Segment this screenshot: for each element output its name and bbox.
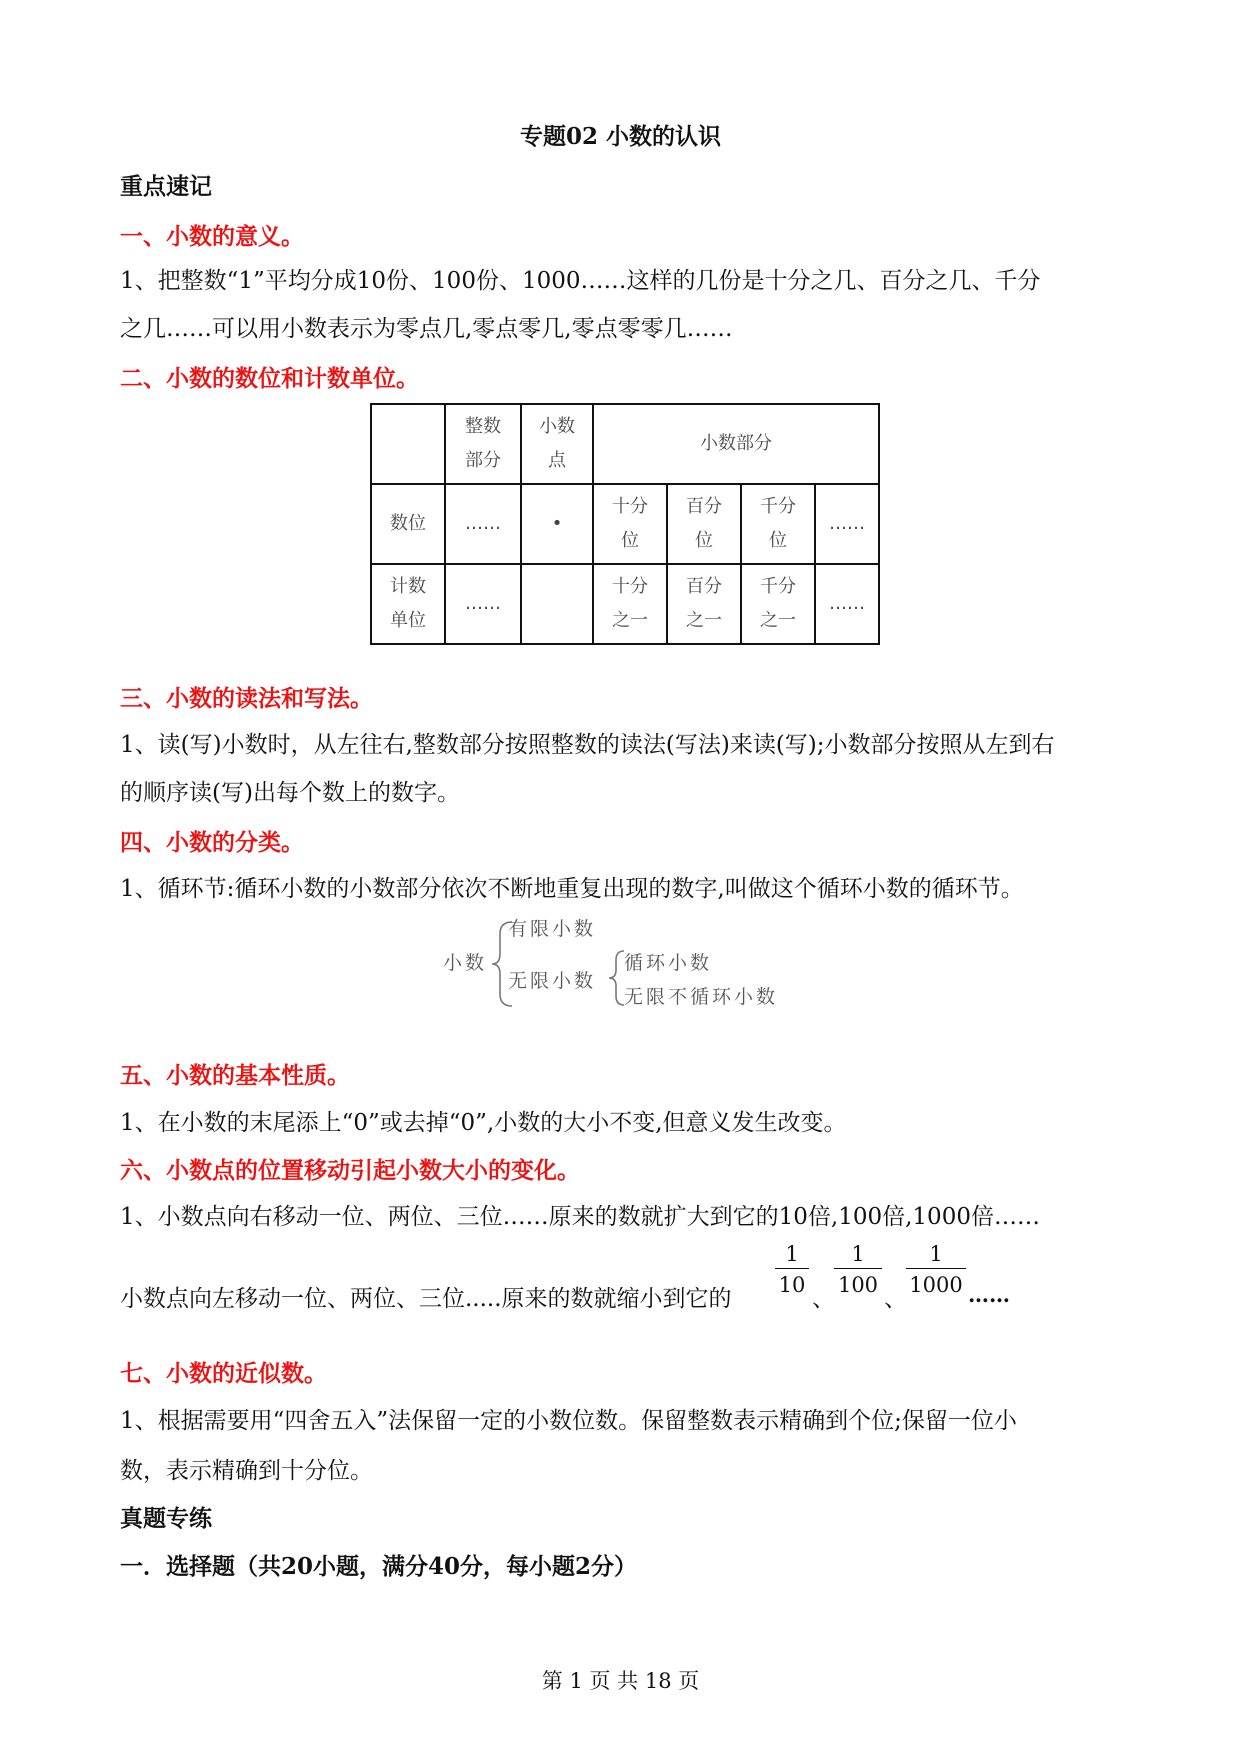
table-cell: 百分 位 — [667, 484, 741, 564]
heading-classification: 四、小数的分类。 — [120, 829, 304, 856]
fraction: $\frac{1}{10}$ — [775, 1242, 809, 1297]
table-cell: …… — [445, 564, 521, 644]
place-value-table — [370, 403, 880, 645]
table-cell: …… — [445, 484, 521, 564]
section-key-points: 重点速记 — [120, 173, 212, 200]
part-heading: 一．选择题（共20小题，满分40分，每小题2分） — [120, 1553, 638, 1580]
heading-approximation: 七、小数的近似数。 — [120, 1360, 327, 1387]
paragraph-line: 1、小数点向右移动一位、两位、三位……原来的数就扩大到它的10倍,100倍,1000倍…… — [120, 1204, 1040, 1230]
paragraph-line: 数，表示精确到十分位。 — [120, 1458, 373, 1484]
table-cell: 小数部分 — [593, 404, 879, 484]
table-cell: 千分 之一 — [741, 564, 815, 644]
heading-place-value: 二、小数的数位和计数单位。 — [120, 365, 419, 392]
heading-basic-property: 五、小数的基本性质。 — [120, 1062, 350, 1089]
table-cell: …… — [815, 484, 879, 564]
table-cell — [371, 404, 445, 484]
heading-read-write: 三、小数的读法和写法。 — [120, 685, 373, 712]
class-infinite: 无限小数 — [508, 970, 597, 992]
page-footer: 第 1 页 共 18 页 — [541, 1669, 700, 1693]
class-finite: 有限小数 — [508, 918, 597, 940]
table-cell: 千分 位 — [741, 484, 815, 564]
paragraph-line: 的顺序读(写)出每个数上的数字。 — [120, 780, 460, 806]
paragraph-line: 1、循环节:循环小数的小数部分依次不断地重复出现的数字,叫做这个循环小数的循环节。 — [120, 876, 1024, 902]
separator: 、 — [812, 1286, 835, 1312]
table-cell: 数位 — [371, 484, 445, 564]
separator: 、 — [884, 1286, 907, 1312]
paragraph-line: 1、在小数的末尾添上“0”或去掉“0”,小数的大小不变,但意义发生改变。 — [120, 1110, 847, 1136]
table-cell: …… — [815, 564, 879, 644]
page-title: 专题02 小数的认识 — [519, 123, 721, 150]
ellipsis: …… — [968, 1282, 1010, 1307]
table-cell: 十分 之一 — [593, 564, 667, 644]
fraction: $\frac{1}{1000}$ — [906, 1242, 966, 1297]
heading-decimal-meaning: 一、小数的意义。 — [120, 223, 304, 250]
section-exercises: 真题专练 — [120, 1505, 212, 1532]
table-cell: 十分 位 — [593, 484, 667, 564]
paragraph-line: 之几……可以用小数表示为零点几,零点零几,零点零零几…… — [120, 316, 733, 342]
class-repeating: 循环小数 — [624, 952, 713, 974]
paragraph-line: 1、读(写)小数时，从左往右,整数部分按照整数的读法(写法)来读(写);小数部分按照从左到右 — [120, 732, 1055, 758]
table-cell — [521, 564, 593, 644]
class-non-repeating: 无限不循环小数 — [624, 986, 779, 1008]
paragraph-line: 小数点向左移动一位、两位、三位.....原来的数就缩小到它的 — [120, 1286, 732, 1312]
table-cell: • — [521, 484, 593, 564]
fraction: $\frac{1}{100}$ — [834, 1242, 882, 1297]
table-cell: 百分 之一 — [667, 564, 741, 644]
class-root: 小数 — [443, 952, 488, 974]
paragraph-line: 1、根据需要用“四舍五入”法保留一定的小数位数。保留整数表示精确到个位;保留一位小 — [120, 1408, 1017, 1434]
table-cell: 小数 点 — [521, 404, 593, 484]
paragraph-line: 1、把整数“1”平均分成10份、100份、1000……这样的几份是十分之几、百分之几、千分 — [120, 268, 1041, 294]
heading-point-movement: 六、小数点的位置移动引起小数大小的变化。 — [120, 1157, 580, 1184]
table-cell: 计数 单位 — [371, 564, 445, 644]
table-cell: 整数 部分 — [445, 404, 521, 484]
